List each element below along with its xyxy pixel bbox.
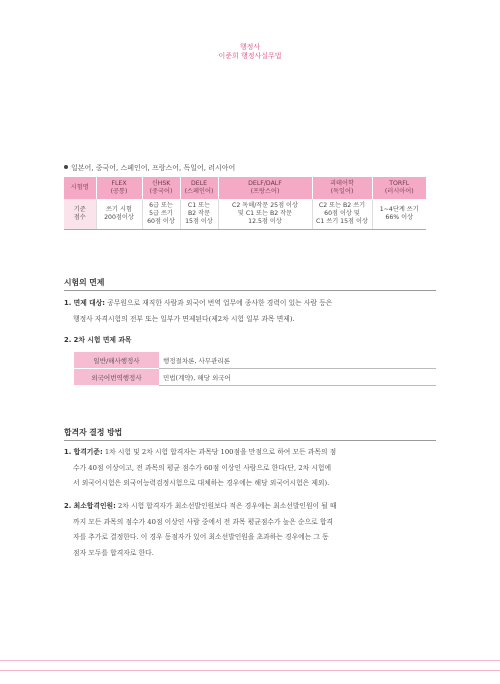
item-label: 1. 합격기준:: [64, 448, 103, 456]
column-header: TORFL (러시아어): [372, 177, 426, 199]
table-cell: 쓰기 시험 200점이상: [96, 199, 142, 230]
item-text: 공무원으로 재직한 사람과 외국어 번역 업무에 종사한 경력이 있는 사람 등은: [105, 299, 333, 307]
languages-heading: [64, 163, 235, 173]
header-book-title: 이준희 행정사실무법: [218, 52, 282, 60]
decision-item-2: [64, 499, 436, 561]
table-cell: C2 또는 B2 쓰기 60점 이상 및 C1 쓰기 15점 이상: [312, 199, 372, 230]
language-exam-table: [64, 177, 426, 230]
header-category: 행정사: [239, 43, 261, 51]
page-header: [0, 43, 500, 61]
column-header: DELF/DALF (프랑스어): [218, 177, 312, 199]
column-header: 시험명: [64, 177, 96, 199]
row-value: 행정절차론, 사무관리론: [159, 352, 436, 369]
item-text: 점자 모두를 합격자로 한다.: [73, 548, 154, 557]
exemption-item-2: [64, 333, 436, 349]
column-header: 신HSK (중국어): [142, 177, 180, 199]
section-divider: [64, 290, 436, 291]
item-label: 2. 최소합격인원:: [64, 502, 116, 510]
table-row: [74, 352, 436, 369]
row-value: 민법(계약), 해당 외국어: [159, 369, 436, 386]
section-title-decision: 합격자 결정 방법: [64, 428, 123, 437]
decision-item-1: [64, 445, 436, 492]
table-cell: C1 또는 B2 작문 15점 이상: [180, 199, 218, 230]
table-cell: 6급 또는 5급 쓰기 60점 이상: [142, 199, 180, 230]
footer-stripe: [0, 660, 500, 661]
table-header-row: [64, 177, 426, 199]
row-label: 외국어번역행정사: [74, 369, 159, 386]
item-text: 수가 40점 이상이고, 전 과목의 평균 점수가 60점 이상인 사람으로 한다(단, 2차 시험에: [73, 463, 332, 472]
table-row: [74, 369, 436, 386]
item-text: 1차 시험 및 2차 시험 합격자는 과목당 100점을 만점으로 하여 모든 과목의 점: [102, 448, 337, 456]
item-text: 까지 모든 과목의 점수가 40점 이상인 사람 중에서 전 과목 평균점수가 높은 순으로 합격: [73, 517, 333, 526]
item-text: 행정사 자격시험의 전부 또는 일부가 면제된다(제2차 시험 일부 과목 면제).: [73, 314, 295, 323]
table-cell: 1~4단계 쓰기 66% 이상: [372, 199, 426, 230]
item-label: 2. 2차 시험 면제 과목: [64, 336, 132, 344]
row-label: 일반/해사행정사: [74, 352, 159, 369]
item-text: 2차 시험 합격자가 최소선발인원보다 적은 경우에는 최소선발인원이 될 때: [115, 502, 337, 510]
row-header: 기준 점수: [64, 199, 96, 230]
column-header: 괴테어학 (독일어): [312, 177, 372, 199]
exempt-subjects-table: [74, 352, 436, 386]
section-title-exemption: 시험의 면제: [64, 278, 105, 287]
bullet-icon: [64, 165, 68, 169]
exemption-item-1: [64, 296, 436, 327]
column-header: DELE (스페인어): [180, 177, 218, 199]
column-header: FLEX (공통): [96, 177, 142, 199]
table-row: [64, 199, 426, 230]
section-divider: [64, 440, 436, 441]
item-text: 서 외국어시험은 외국어능력검정시험으로 대체하는 경우에는 해당 외국어시험은 제외).: [73, 479, 330, 487]
footer-stripe: [0, 670, 500, 671]
table-cell: C2 독해/작문 25점 이상 및 C1 또는 B2 작문 12.5점 이상: [218, 199, 312, 230]
languages-heading-text: 일본어, 중국어, 스페인어, 프랑스어, 독일어, 러시아어: [71, 164, 236, 172]
item-text: 자를 추가로 결정한다. 이 경우 동점자가 있어 최소선발인원을 초과하는 경우에는 그 동: [73, 533, 329, 541]
item-label: 1. 면제 대상:: [64, 299, 106, 307]
